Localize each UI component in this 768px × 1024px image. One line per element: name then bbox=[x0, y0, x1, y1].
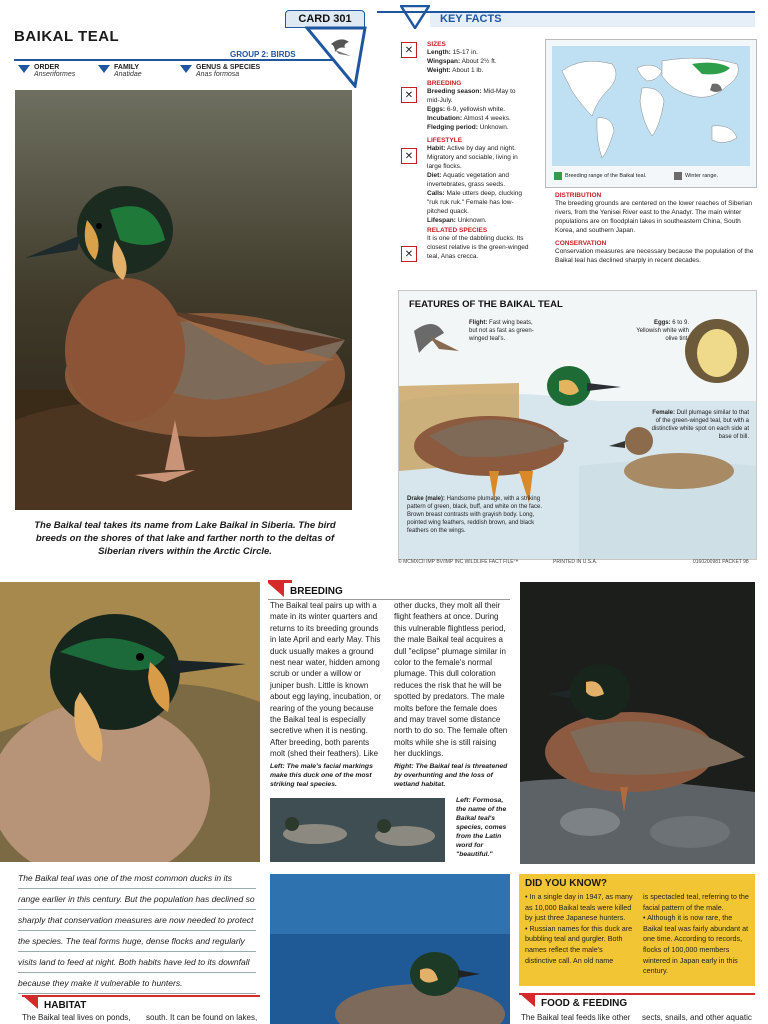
breeding-eggs-value: 6-9, yellowish white. bbox=[445, 106, 506, 113]
habitat-heading-bar bbox=[22, 995, 260, 1011]
key-facts-marker bbox=[400, 5, 430, 34]
did-you-know-box bbox=[519, 874, 755, 986]
drake-text: Handsome plumage, with a striking pattern of green, black, buff, and white on the face. Brown breast contrasts with grayish body. Long, pointed wing feathers, reddish brown, and black feathers on the wings. bbox=[407, 496, 542, 534]
sizes-length-label: Length: bbox=[427, 49, 451, 56]
order-marker-icon bbox=[18, 65, 30, 73]
legend-winter-label: Winter range. bbox=[685, 173, 719, 179]
group-badge-triangle-icon bbox=[305, 26, 367, 88]
duck-portrait-photo bbox=[0, 582, 260, 862]
distribution-block bbox=[555, 192, 755, 265]
breeding-heading-bar bbox=[268, 583, 510, 600]
female-text: Dull plumage similar to that of the green-winged teal, but with a distinctive white spot on each side at base of bill. bbox=[651, 410, 749, 440]
breeding-heading: BREEDING bbox=[427, 80, 462, 87]
formosa-caption: Left: Formosa, the name of the Baikal teal's species, comes from the Latin word for "beautiful." bbox=[456, 797, 507, 858]
related-bird-icon: ✕ bbox=[401, 246, 417, 262]
breeding-incubation bbox=[427, 114, 529, 123]
sizes-weight bbox=[427, 66, 529, 75]
genus-value: Anas formosa bbox=[196, 71, 240, 78]
breeding-flag-icon bbox=[268, 583, 284, 599]
distribution-heading: DISTRIBUTION bbox=[555, 192, 602, 199]
key-facts-triangle-icon bbox=[400, 5, 430, 29]
bird-group-badge bbox=[305, 26, 367, 88]
habitat-col1: The Baikal teal lives on ponds, bbox=[22, 1013, 131, 1022]
water-duck-photo bbox=[270, 874, 510, 1024]
quote-text: The Baikal teal was one of the most common ducks in its range earlier in this century. But the population has declined so sharply that conservation measures are now needed to protect the species. The teal forms huge, dense flocks and regularly visits land to feed at night. Both habits have led to its downfall because they make it vulnerable to hunters. bbox=[18, 868, 256, 994]
legend-breeding-swatch bbox=[554, 172, 562, 180]
food-heading: FOOD & FEEDING bbox=[541, 998, 628, 1009]
breeding-season bbox=[427, 87, 529, 105]
genus-marker-icon bbox=[180, 65, 192, 73]
breeding-left-caption: Left: The male's facial markings make this duck one of the most striking teal species. bbox=[270, 763, 373, 788]
sizes-heading: SIZES bbox=[427, 41, 446, 48]
sizes-weight-value: About 1 lb. bbox=[450, 67, 484, 74]
features-panel bbox=[398, 290, 757, 560]
female-note bbox=[649, 409, 749, 441]
footer-copyright: © MCMXCII IMP BV/IMP INC WILDLIFE FACT FILE™ bbox=[398, 559, 519, 565]
flight-label: Flight: bbox=[469, 320, 488, 326]
family-label: FAMILY bbox=[114, 64, 140, 71]
key-facts-heading: KEY FACTS bbox=[440, 13, 502, 25]
lifestyle-habit-value: Active by day and night. Migratory and sociable, living in large flocks. bbox=[427, 145, 518, 170]
breeding-season-value: Mid-May to mid-July. bbox=[427, 88, 516, 104]
related-text: It is one of the dabbling ducks. Its closest relative is the green-winged teal, Anas crecca. bbox=[427, 235, 529, 260]
lifestyle-lifespan bbox=[427, 216, 529, 225]
lifestyle-lifespan-value: Unknown. bbox=[455, 217, 487, 224]
key-facts-column bbox=[427, 41, 529, 261]
lifestyle-lifespan-label: Lifespan: bbox=[427, 217, 456, 224]
drake-label: Drake (male): bbox=[407, 496, 446, 502]
related-heading: RELATED SPECIES bbox=[427, 227, 488, 234]
did-you-know-col2: is spectacled teal, referring to the facial pattern of the male. • Although it is now rare, the Baikal teal was fairly abundant at one time. According to records, flocks of 100,000 members wintered in Japan early in this century. bbox=[643, 892, 749, 976]
world-map bbox=[552, 46, 750, 166]
breeding-fledging-value: Unknown. bbox=[477, 124, 509, 131]
eggs-text: 6 to 9. Yellowish white with olive tint. bbox=[636, 320, 689, 342]
standing-duck-photo bbox=[520, 582, 755, 864]
breeding-season-label: Breeding season: bbox=[427, 88, 482, 95]
flight-note bbox=[469, 319, 539, 343]
lifestyle-diet-label: Diet: bbox=[427, 172, 442, 179]
breeding-fledging bbox=[427, 123, 529, 132]
lifestyle-heading: LIFESTYLE bbox=[427, 137, 463, 144]
family-value: Anatidae bbox=[114, 71, 142, 78]
breeding-section-heading: BREEDING bbox=[290, 586, 343, 597]
card-number-tab: CARD 301 bbox=[285, 10, 365, 28]
sizes-weight-label: Weight: bbox=[427, 67, 451, 74]
swimming-ducks-photo bbox=[270, 798, 445, 862]
eggs-label: Eggs: bbox=[653, 320, 671, 326]
lifestyle-calls-value: Male utters deep, clucking "ruk ruk ruk." Female has low-pitched quack. bbox=[427, 190, 523, 215]
order-value: Anseriformes bbox=[34, 71, 76, 78]
food-flag-icon bbox=[519, 993, 535, 1009]
footer-printed: PRINTED IN U.S.A. bbox=[553, 559, 598, 565]
lifestyle-calls-label: Calls: bbox=[427, 190, 445, 197]
lifestyle-habit-label: Habit: bbox=[427, 145, 446, 152]
food-col2: sects, snails, and other aquatic bbox=[642, 1013, 752, 1022]
lifestyle-diet-value: Aquatic vegetation and invertebrates, grass seeds. bbox=[427, 172, 510, 188]
classification-order bbox=[18, 64, 75, 78]
features-heading: FEATURES OF THE BAIKAL TEAL bbox=[409, 299, 563, 310]
legend-winter bbox=[674, 172, 718, 180]
card-title: BAIKAL TEAL bbox=[14, 28, 120, 45]
food-heading-bar bbox=[519, 993, 755, 1011]
habitat-col2: south. It can be found on lakes, bbox=[146, 1013, 258, 1022]
flight-text: Fast wing beats, but not as fast as green-winged teal's. bbox=[469, 320, 534, 342]
order-label: ORDER bbox=[34, 64, 60, 71]
female-label: Female: bbox=[652, 410, 675, 416]
legend-breeding bbox=[554, 172, 646, 180]
breeding-incubation-value: Almost 4 weeks. bbox=[462, 115, 511, 122]
lifestyle-calls bbox=[427, 189, 529, 216]
classification-genus bbox=[180, 64, 260, 78]
classification-family bbox=[98, 64, 142, 78]
sizes-length bbox=[427, 48, 529, 57]
group-label: GROUP 2: BIRDS bbox=[230, 50, 296, 59]
main-photo-caption: The Baikal teal takes its name from Lake Baikal in Siberia. The bird breeds on the shores of that lake and farther north to the deltas of Siberian rivers within the Arctic Circle. bbox=[34, 520, 336, 557]
quote-block bbox=[18, 868, 256, 994]
conservation-text: Conservation measures are necessary because the population of the Baikal teal has declined sharply in recent decades. bbox=[555, 248, 754, 264]
breeding-fledging-label: Fledging period: bbox=[427, 124, 478, 131]
sizes-bird-icon: ✕ bbox=[401, 42, 417, 58]
main-duck-photo bbox=[15, 90, 352, 510]
drake-note bbox=[407, 495, 542, 535]
footer-packet: 0160200981 PACKET 98 bbox=[693, 559, 749, 565]
conservation-heading: CONSERVATION bbox=[555, 240, 607, 247]
sizes-wingspan-label: Wingspan: bbox=[427, 58, 461, 65]
lifestyle-diet bbox=[427, 171, 529, 189]
eggs-note bbox=[629, 319, 689, 343]
breeding-col1: The Baikal teal pairs up with a mate in its winter quarters and returns to its breeding grounds in late April and early May. This duck usually makes a ground nest near water, hidden among scrub or under a willow or juniper bush. Little is known about egg laying, incubation, or rearing of the young because the Baikal teal is especially secretive when it is nesting. After breeding, both parents molt (shed their feathers). Like bbox=[270, 601, 382, 759]
did-you-know-heading: DID YOU KNOW? bbox=[525, 878, 608, 889]
lifestyle-habit bbox=[427, 144, 529, 171]
legend-breeding-label: Breeding range of the Baikal teal. bbox=[565, 173, 647, 179]
food-col1: The Baikal teal feeds like other bbox=[521, 1013, 631, 1022]
genus-label: GENUS & SPECIES bbox=[196, 64, 261, 71]
family-marker-icon bbox=[98, 65, 110, 73]
breeding-bird-icon: ✕ bbox=[401, 87, 417, 103]
sizes-length-value: 15-17 in. bbox=[450, 49, 478, 56]
breeding-col2: other ducks, they molt all their flight feathers at once. During this vulnerable flightless period, the male Baikal teal acquires a dull "eclipse" plumage similar in color to the female's normal plumage. This dull coloration reduces the risk that he will be spotted by predators. The male molts before the female does and may travel some distance north to do so. The female often molts while she is still raising her ducklings. bbox=[394, 601, 508, 759]
breeding-right-caption: Right: The Baikal teal is threatened by overhunting and the loss of wetland habitat. bbox=[394, 763, 508, 788]
breeding-incubation-label: Incubation: bbox=[427, 115, 463, 122]
legend-winter-swatch bbox=[674, 172, 682, 180]
habitat-flag-icon bbox=[22, 995, 38, 1011]
distribution-text: The breeding grounds are centered on the lower reaches of Siberian rivers, from the Yenisei River east to the Anadyr. The main winter populations are on floodplain lakes in southeastern China, South Korea, and southern Japan. bbox=[555, 200, 752, 234]
sizes-wingspan-value: About 2½ ft. bbox=[460, 58, 497, 65]
habitat-heading: HABITAT bbox=[44, 1000, 87, 1011]
breeding-eggs bbox=[427, 105, 529, 114]
header-rule bbox=[14, 59, 344, 61]
sizes-wingspan bbox=[427, 57, 529, 66]
range-map-box bbox=[545, 39, 757, 188]
breeding-eggs-label: Eggs: bbox=[427, 106, 446, 113]
did-you-know-col1: • In a single day in 1947, as many as 10,000 Baikal teals were killed by just three Japanese hunters. • Russian names for this duck are bubbling teal and gurgler. Both names reflect the male's distinctive call. An old name bbox=[525, 892, 633, 965]
key-facts-rule bbox=[377, 11, 755, 13]
lifestyle-bird-icon: ✕ bbox=[401, 148, 417, 164]
